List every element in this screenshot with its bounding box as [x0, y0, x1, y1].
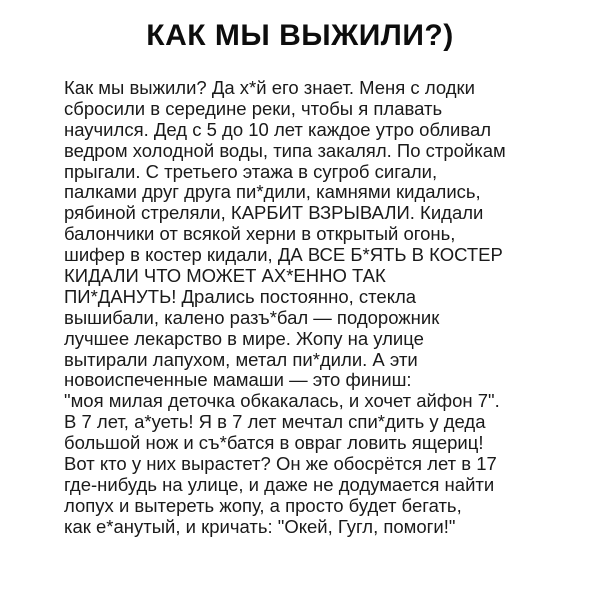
story-line: большой нож и съ*батся в овраг ловить ящериц!	[64, 432, 484, 454]
story-line: вытирали лапухом, метал пи*дили. А эти	[64, 348, 418, 370]
story-line: новоиспеченные мамаши — это финиш:	[64, 369, 412, 391]
story-text	[64, 78, 594, 538]
story-line: сбросили в середине реки, чтобы я плавать	[64, 97, 443, 119]
story-line: ведром холодной воды, типа закалял. По стройкам	[64, 139, 506, 161]
story-line: как е*анутый, и кричать: "Окей, Гугл, помоги!"	[64, 515, 456, 537]
story-line: лопух и вытереть жопу, а просто будет бегать,	[64, 494, 462, 516]
story-line: палками друг друга пи*дили, камнями кидались,	[64, 181, 481, 203]
story-line: рябиной стреляли, КАРБИТ ВЗРЫВАЛИ. Кидали	[64, 202, 484, 224]
story-line: шифер в костер кидали, ДА ВСЕ Б*ЯТЬ В КОСТЕР	[64, 244, 503, 266]
story-line: лучшее лекарство в мире. Жопу на улице	[64, 327, 424, 349]
story-line: балончики от всякой херни в открытый огонь,	[64, 223, 456, 245]
story-line: где-нибудь на улице, и даже не додумается найти	[64, 473, 495, 495]
story-line: прыгали. С третьего этажа в сугроб сигали,	[64, 160, 438, 182]
story-line: В 7 лет, а*уеть! Я в 7 лет мечтал спи*дить у деда	[64, 411, 486, 433]
story-line: Вот кто у них вырастет? Он же обосрётся лет в 17	[64, 453, 497, 475]
story-line: научился. Дед с 5 до 10 лет каждое утро обливал	[64, 118, 492, 140]
story-line: КИДАЛИ ЧТО МОЖЕТ АХ*ЕННО ТАК	[64, 265, 386, 287]
story-line: вышибали, калено разъ*бал — подорожник	[64, 306, 440, 328]
meme-title: КАК МЫ ВЫЖИЛИ?)	[146, 19, 454, 52]
story-line: "моя милая деточка обкакалась, и хочет айфон 7".	[64, 390, 500, 412]
story-line: ПИ*ДАНУТЬ! Дрались постоянно, стекла	[64, 285, 417, 307]
story-line: Как мы выжили? Да х*й его знает. Меня с лодки	[64, 77, 475, 98]
